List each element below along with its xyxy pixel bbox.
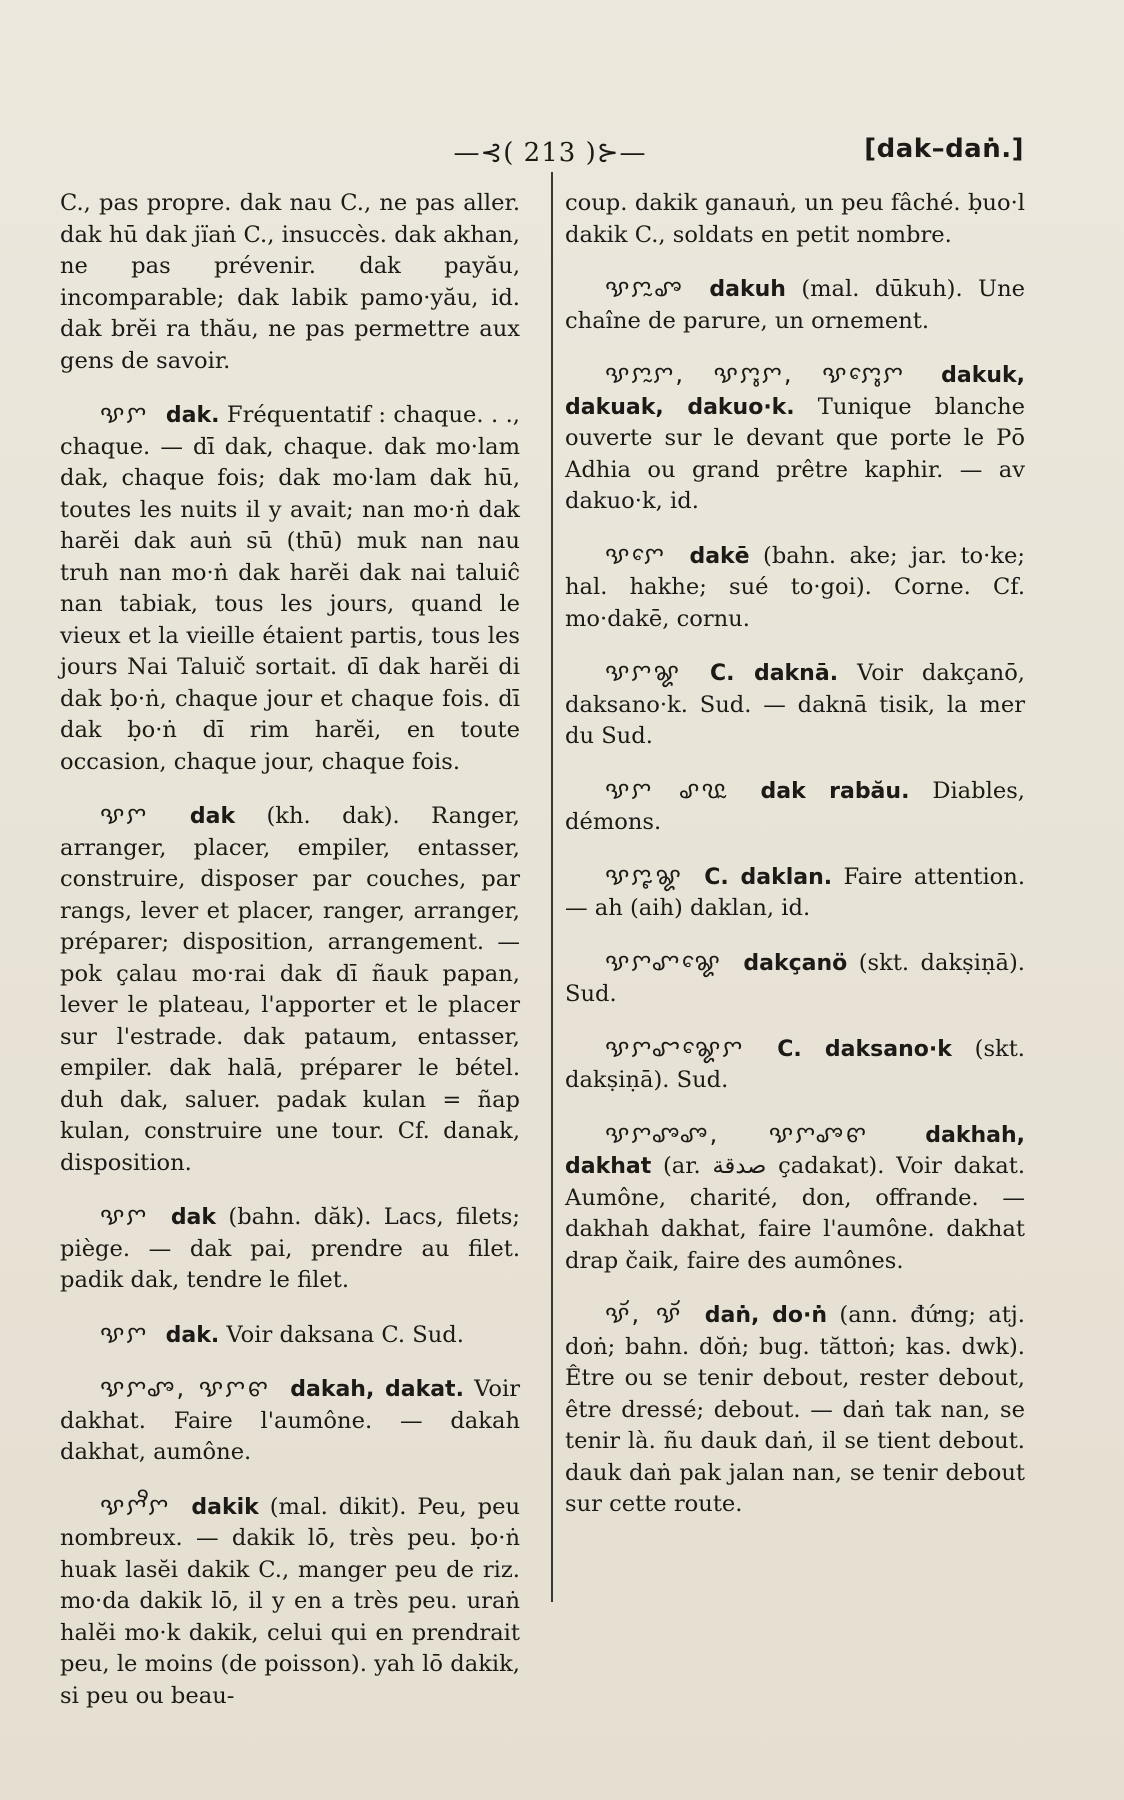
entry — [60, 1201, 520, 1297]
headword: C. daksano·k — [777, 1036, 952, 1062]
page-header — [0, 132, 1124, 174]
entry-text: C., pas propre. dak nau C., ne pas aller. dak hū dak jïaṅ C., insuccès. dak akhan, ne pas prévenir. dak payău, incomparable; dak labik pamo·yău, id. dak brĕi ra thău, ne pas permettre aux gens de savoir. — [60, 190, 520, 374]
entry-text: (bahn. ake; jar. to·ke; hal. hakhe; sué to·goi). Corne. Cf. mo·dakē, cornu. — [565, 542, 1025, 632]
entry — [565, 540, 1025, 636]
headword: daṅ, do·ṅ — [704, 1303, 828, 1328]
entry — [565, 947, 1025, 1011]
cham-script-glyph: ꨕꨆ — [100, 400, 149, 428]
entry — [60, 1373, 520, 1469]
cham-script-glyph: ꨕꨆꨪꨆ — [100, 1491, 171, 1520]
headword: dakik — [191, 1494, 259, 1520]
cham-script-glyph: ꨕꨆꨭꨆ, ꨕꨆꨶꨆ, ꨕꨆꨶꨯꨆ — [605, 360, 906, 388]
column-divider — [551, 172, 553, 1602]
cham-script-glyph: ꨕꨆ — [100, 1319, 149, 1348]
headword: C. daknā. — [709, 661, 839, 686]
guide-word: [dak–daṅ.] — [864, 134, 1024, 164]
entry-text: (mal. dūkuh). Une chaîne de parure, un ornement. — [565, 276, 1025, 334]
entry-text: (ar. صدقة çadakat). Voir dakat. Aumône, charité, don, offrande. — dakhah dakhat, faire l'aumône. dakhat drap čaik, faire des aumônes. — [565, 1153, 1026, 1274]
cham-script-glyph: ꨕꨆ — [100, 801, 149, 829]
entry-text: (ann. đứng; atj. doṅ; bahn. dŏṅ; bug. tăttoṅ; kas. dwk). Être ou se tenir debout, rester debout, être dressé; debout. — daṅ tak nan, se tenir là. ñu dauk daṅ, il se tient debout. dauk daṅ pak jalan nan, se tenir debout sur cette route. — [565, 1302, 1025, 1517]
cham-script-glyph: ꨕꨆꨭꨨ — [605, 274, 684, 302]
entry — [565, 1033, 1025, 1097]
entry — [565, 1119, 1025, 1278]
entry — [565, 1299, 1025, 1521]
entry-text: Voir daksana C. Sud. — [226, 1321, 464, 1348]
entry-text: Diables, démons. — [565, 777, 1025, 835]
headword: dakah, dakat. — [290, 1377, 464, 1402]
entry — [565, 657, 1025, 753]
cham-script-glyph: ꨕꨆꨨꨨ, ꨕꨆꨨꨓ — [605, 1119, 869, 1148]
headword: dakē — [689, 543, 750, 569]
cham-script-glyph: ꨕꨆ ꨣꨝꨭ — [605, 775, 728, 804]
headword: dak — [189, 804, 236, 829]
entry — [60, 800, 520, 1179]
right-column — [565, 188, 1025, 1543]
headword: dak. — [165, 1322, 220, 1348]
cham-script-glyph: ꨕꨆ — [100, 1202, 149, 1230]
entry-continuation — [565, 188, 1025, 251]
entry-text: Faire attention. — ah (aih) daklan, id. — [565, 863, 1026, 921]
entry-text: (kh. dak). Ranger, arranger, placer, empiler, entasser, construire, disposer par couches, par rangs, lever et placer, ranger, arranger, préparer; disposition, arrangement. — pok çalau mo·rai dak dī ñauk papan, lever le plateau, l'apporter et le placer sur l'estrade. dak pataum, entasser, empiler. dak halā, préparer le bétel. duh dak, saluer. padak kulan = ñap kulan, construire une tour. Cf. danak, disposition. — [60, 803, 520, 1176]
entry-text: (bahn. dăk). Lacs, filets; piège. — dak pai, prendre au filet. padik dak, tendre le filet. — [60, 1204, 520, 1293]
headword: C. daklan. — [704, 864, 833, 890]
headword: dakhah, dakhat — [565, 1122, 1025, 1179]
headword: dak. — [165, 403, 220, 428]
cham-script-glyph: ꨕꨆꨧꨘꨯꨆ — [605, 1033, 745, 1062]
entry-text: Fréquentatif : chaque. . ., chaque. — dī dak, chaque. dak mo·lam dak, chaque fois; dak mo·lam dak hū, toutes les nuits il y avait; nan mo·ṅ dak harĕi dak auṅ sū (thū) muk nan nau truh nan mo·ṅ dak harĕi dak nai taluiĉ nan tabiak, tous les jours, quand le vieux et la vieille étaient partis, tous les jours Nai Taluič sortait. dī dak harĕi di dak ḅo·ṅ, chaque jour et chaque fois. dī dak ḅo·ṅ dī rim harĕi, en toute occasion, chaque jour, chaque fois. — [60, 402, 520, 775]
entry-text: Tunique blanche ouverte sur le devant que porte le Pō Adhia ou grand prêtre kaphir. — av dakuo·k, id. — [565, 393, 1025, 514]
headword: dak rabău. — [760, 778, 910, 804]
cham-script-glyph: ꨕꨆꨯ — [605, 540, 667, 569]
cham-script-glyph: ꨕꨆꨨ, ꨕꨆꨓ — [100, 1374, 271, 1402]
entry — [60, 1491, 520, 1713]
entry — [565, 775, 1025, 839]
entry — [565, 273, 1025, 337]
entry-text: (skt. dakṣiṇā). Sud. — [565, 949, 1025, 1007]
entry-continuation — [60, 188, 520, 377]
cham-script-glyph: ꨕꨆꨘ — [605, 658, 681, 686]
page-number: —⊰( 213 )⊱— — [453, 138, 647, 168]
entry-text: coup. dakik ganauṅ, un peu fâché. ḅuo·l dakik C., soldats en petit nombre. — [565, 190, 1025, 248]
entry — [60, 399, 520, 778]
left-column — [60, 188, 520, 1734]
cham-script-glyph: ꨕꨮ, ꨕꨮ — [605, 1300, 683, 1328]
entry — [60, 1319, 520, 1352]
entry-text: (mal. dikit). Peu, peu nombreux. — dakik lō, très peu. ḅo·ṅ huak lasĕi dakik C., manger peu de riz. mo·da dakik lō, il y en a très peu. uraṅ halĕi mo·k dakik, celui qui en prendrait peu, le moins (de poisson). yah lō dakik, si peu ou beau- — [60, 1493, 521, 1709]
headword: dak — [170, 1205, 217, 1230]
entry — [565, 861, 1025, 925]
cham-script-glyph: ꨕꨆꨚꨘꨯ — [605, 947, 722, 976]
headword: dakçanö — [743, 950, 848, 976]
cham-script-glyph: ꨕꨆꨵꨘ — [605, 861, 683, 890]
headword: dakuk, dakuak, dakuo·k. — [565, 363, 1025, 420]
headword: dakuh — [709, 277, 786, 302]
entry-text: Voir dakhat. Faire l'aumône. — dakah dakhat, aumône. — [60, 1376, 520, 1465]
entry — [565, 359, 1025, 518]
entry-text: (skt. dakṣiṇā). Sud. — [565, 1035, 1025, 1093]
entry-text: Voir dakçanō, daksano·k. Sud. — daknā tisik, la mer du Sud. — [565, 660, 1025, 749]
